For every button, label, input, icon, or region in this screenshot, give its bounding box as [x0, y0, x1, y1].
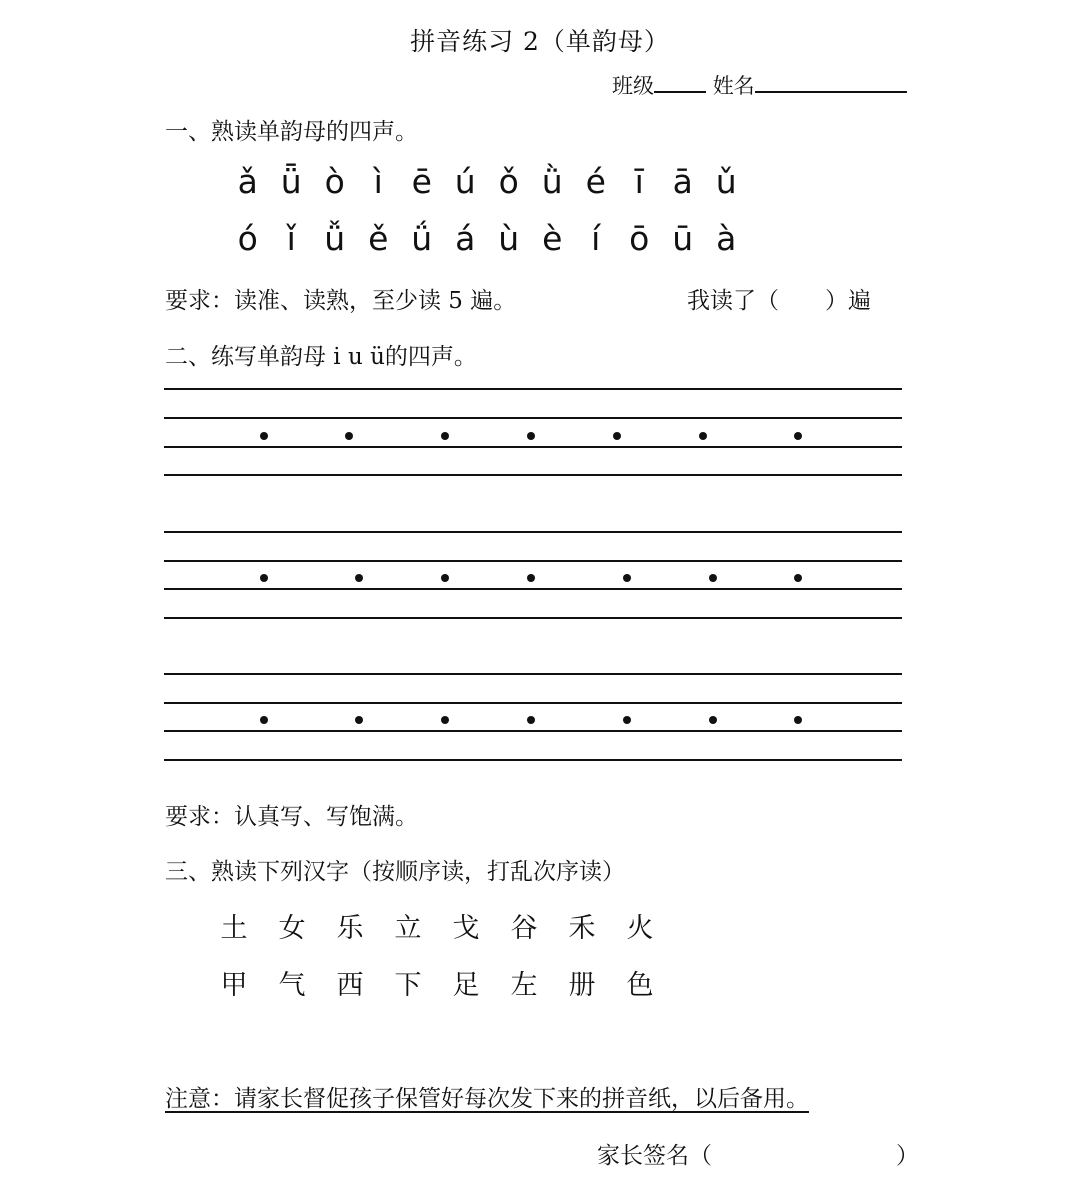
hanzi-char: 册 [568, 970, 596, 1001]
pinyin-vowel: í [591, 219, 601, 258]
parent-note: 注意：请家长督促孩子保管好每次发下来的拼音纸，以后备用。 [165, 1086, 809, 1112]
hanzi-char: 左 [510, 970, 538, 1001]
writing-dot [260, 716, 268, 724]
hanzi-char: 土 [220, 913, 248, 944]
section1-heading: 一、熟读单韵母的四声。 [165, 119, 418, 145]
pinyin-vowel: ī [634, 162, 644, 201]
pinyin-vowel: ǒ [498, 162, 519, 201]
writing-dot [709, 716, 717, 724]
hanzi-char: 火 [626, 913, 654, 944]
pinyin-row-2 [226, 219, 748, 258]
writing-line [164, 702, 902, 704]
pinyin-vowel: ā [672, 162, 693, 201]
hanzi-char: 禾 [568, 913, 596, 944]
hanzi-char: 立 [394, 913, 422, 944]
pinyin-vowel: ì [373, 162, 383, 201]
writing-dot [527, 432, 535, 440]
writing-dot [794, 432, 802, 440]
hanzi-char: 下 [394, 970, 422, 1001]
pinyin-row-1 [226, 162, 748, 201]
writing-line [164, 388, 902, 390]
section2-requirement: 要求：认真写、写饱满。 [165, 804, 418, 830]
writing-dot [355, 574, 363, 582]
writing-dot [260, 432, 268, 440]
pinyin-vowel: ǜ [541, 162, 563, 201]
hanzi-char: 色 [626, 970, 654, 1001]
writing-line [164, 531, 902, 533]
read-count-text: 我读了（ ）遍 [687, 288, 871, 314]
pinyin-vowel: ú [454, 162, 476, 201]
pinyin-vowel: ǘ [411, 219, 433, 258]
writing-line [164, 673, 902, 675]
page-title: 拼音练习 2（单韵母） [410, 27, 670, 56]
writing-dot [794, 716, 802, 724]
writing-dot [709, 574, 717, 582]
pinyin-vowel: ō [629, 219, 650, 258]
writing-dot [355, 716, 363, 724]
writing-dot [794, 574, 802, 582]
pinyin-vowel: ǚ [324, 219, 346, 258]
hanzi-char: 戈 [452, 913, 480, 944]
pinyin-vowel: á [455, 219, 476, 258]
hanzi-char: 女 [278, 913, 306, 944]
writing-line [164, 588, 902, 590]
writing-dot [260, 574, 268, 582]
pinyin-vowel: é [585, 162, 606, 201]
hanzi-row-1 [205, 906, 669, 945]
section1-requirement: 要求：读准、读熟，至少读 5 遍。 [165, 288, 517, 314]
writing-dot [623, 716, 631, 724]
pinyin-vowel: ǖ [280, 162, 302, 201]
hanzi-char: 谷 [510, 913, 538, 944]
pinyin-vowel: ě [368, 219, 389, 258]
pinyin-vowel: ē [411, 162, 432, 201]
writing-dot [345, 432, 353, 440]
pinyin-vowel: ǔ [715, 162, 737, 201]
writing-dot [441, 574, 449, 582]
class-name-fields [612, 70, 907, 100]
writing-dot [527, 574, 535, 582]
writing-line [164, 759, 902, 761]
parent-signature[interactable]: 家长签名（ ） [597, 1143, 919, 1169]
writing-dot [613, 432, 621, 440]
hanzi-char: 足 [452, 970, 480, 1001]
class-label: 班级 [612, 74, 654, 98]
name-blank[interactable] [755, 87, 907, 93]
pinyin-vowel: ò [324, 162, 345, 201]
writing-line [164, 730, 902, 732]
pinyin-vowel: ū [672, 219, 694, 258]
hanzi-char: 气 [278, 970, 306, 1001]
pinyin-vowel: ó [237, 219, 258, 258]
hanzi-char: 甲 [220, 970, 248, 1001]
writing-dot [699, 432, 707, 440]
name-label: 姓名 [712, 74, 755, 98]
writing-line [164, 446, 902, 448]
section3-heading: 三、熟读下列汉字（按顺序读，打乱次序读） [165, 859, 625, 885]
section2-heading: 二、练写单韵母 i u ü的四声。 [165, 344, 477, 370]
writing-line [164, 560, 902, 562]
pinyin-vowel: ù [498, 219, 520, 258]
writing-dot [441, 716, 449, 724]
hanzi-row-2 [205, 963, 669, 1002]
pinyin-vowel: ǐ [286, 219, 296, 258]
writing-dot [441, 432, 449, 440]
writing-dot [623, 574, 631, 582]
pinyin-vowel: à [716, 219, 737, 258]
writing-line [164, 474, 902, 476]
pinyin-vowel: è [542, 219, 563, 258]
hanzi-char: 乐 [336, 913, 364, 944]
writing-line [164, 417, 902, 419]
hanzi-char: 西 [336, 970, 364, 1001]
class-blank[interactable] [654, 87, 706, 93]
writing-dot [527, 716, 535, 724]
writing-line [164, 617, 902, 619]
pinyin-vowel: ǎ [237, 162, 258, 201]
